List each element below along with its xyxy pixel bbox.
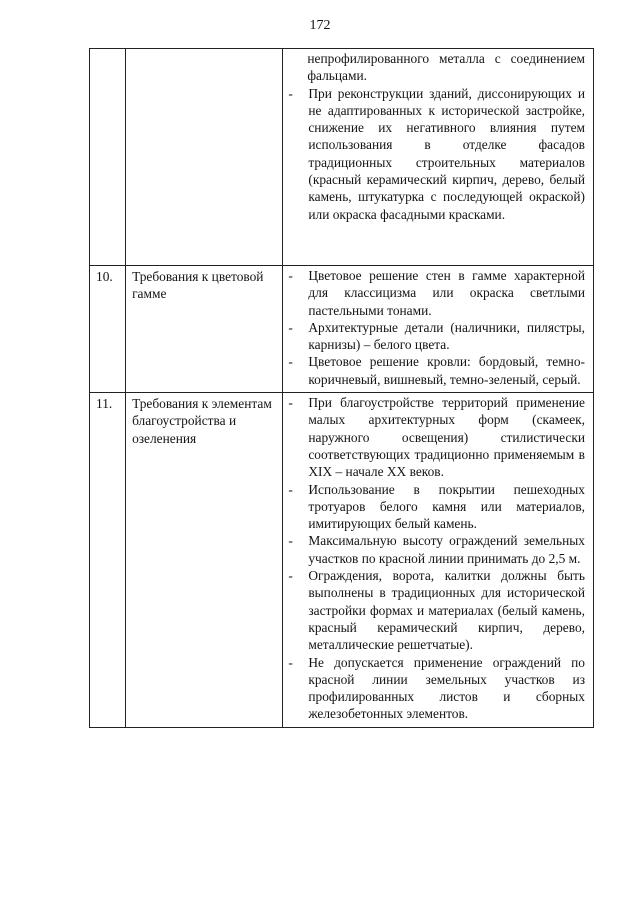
row-number-cell (90, 266, 126, 393)
row-number-cell (90, 393, 126, 728)
list-item-text: Использование в покрытии пешеходных тротуаров белого камня или материалов, имитирующих белый камень. (308, 481, 585, 532)
list-item-text: Архитектурные детали (наличники, пилястры, карнизы) – белого цвета. (308, 319, 585, 353)
list-item (287, 353, 585, 388)
table-row (90, 49, 594, 266)
bullet-dash: - (288, 319, 293, 335)
row-number: 10. (96, 269, 113, 284)
row-label: Требования к элементам благоустройства и озеленения (132, 396, 272, 446)
list-item-text: Максимальную высоту ограждений земельных участков по красной линии принимать до 2,5 м. (308, 533, 585, 566)
requirements-table (89, 48, 594, 728)
row-requirements-cell (283, 49, 594, 266)
row-label-cell (126, 49, 283, 266)
row-label: Требования к цветовой гамме (132, 269, 264, 302)
list-item (287, 319, 585, 354)
list-item-text: При реконструкции зданий, диссонирующих и не адаптированных к исторической застройке, снижение их негативного влияния путем использования в отделке фасадов традиционных строительных материалов (красный керамический кирпич, дерево, белый камень, штукатурка с последующей окраской) или окраска фасадными красками. (308, 85, 585, 222)
list-item-text: Ограждения, ворота, калитки должны быть выполнены в традиционных для исторической застройки формах и материалах (белый камень, красный керамический кирпич, дерево, металлические решетчатые). (308, 568, 585, 653)
table-row (90, 393, 594, 728)
row-label-cell (126, 266, 283, 393)
row-number: 11. (96, 396, 113, 412)
list-item-text: Не допускается применение ограждений по красной линии земельных участков из профилированных листов и сборных железобетонных элементов. (308, 654, 585, 722)
bullet-dash: - (288, 354, 293, 370)
list-item (287, 394, 585, 480)
bullet-dash: - (288, 85, 293, 101)
list-item (287, 267, 585, 319)
list-item-text: Цветовое решение стен в гамме характерной для классицизма или окраска светлыми пастельными тонами. (308, 268, 585, 318)
bullet-dash: - (288, 395, 293, 411)
bullet-dash: - (288, 654, 293, 670)
row-label-cell (126, 393, 283, 728)
list-item-text: При благоустройстве территорий применение малых архитектурных форм (скамеек, наружного освещения) стилистически соответствующих традиционно применяемым в XIX – начале XX веков. (308, 395, 585, 480)
table-row (90, 266, 594, 393)
bullet-dash: - (288, 268, 293, 283)
list-item (287, 532, 585, 567)
continuation-text: непрофилированного металла с соединением фальцами. (307, 51, 585, 84)
row-number-cell (90, 49, 126, 266)
list-item (287, 567, 585, 653)
list-item-text: Цветовое решение кровли: бордовый, темно-коричневый, вишневый, темно-зеленый, серый. (308, 354, 585, 387)
list-item (287, 481, 585, 533)
list-item (287, 85, 585, 223)
page-number: 172 (309, 18, 331, 33)
bullet-dash: - (288, 568, 293, 584)
list-item (287, 654, 585, 723)
bullet-dash: - (288, 533, 293, 549)
bullet-dash: - (288, 481, 293, 497)
row-requirements-cell (283, 266, 594, 393)
row-requirements-cell (283, 393, 594, 728)
